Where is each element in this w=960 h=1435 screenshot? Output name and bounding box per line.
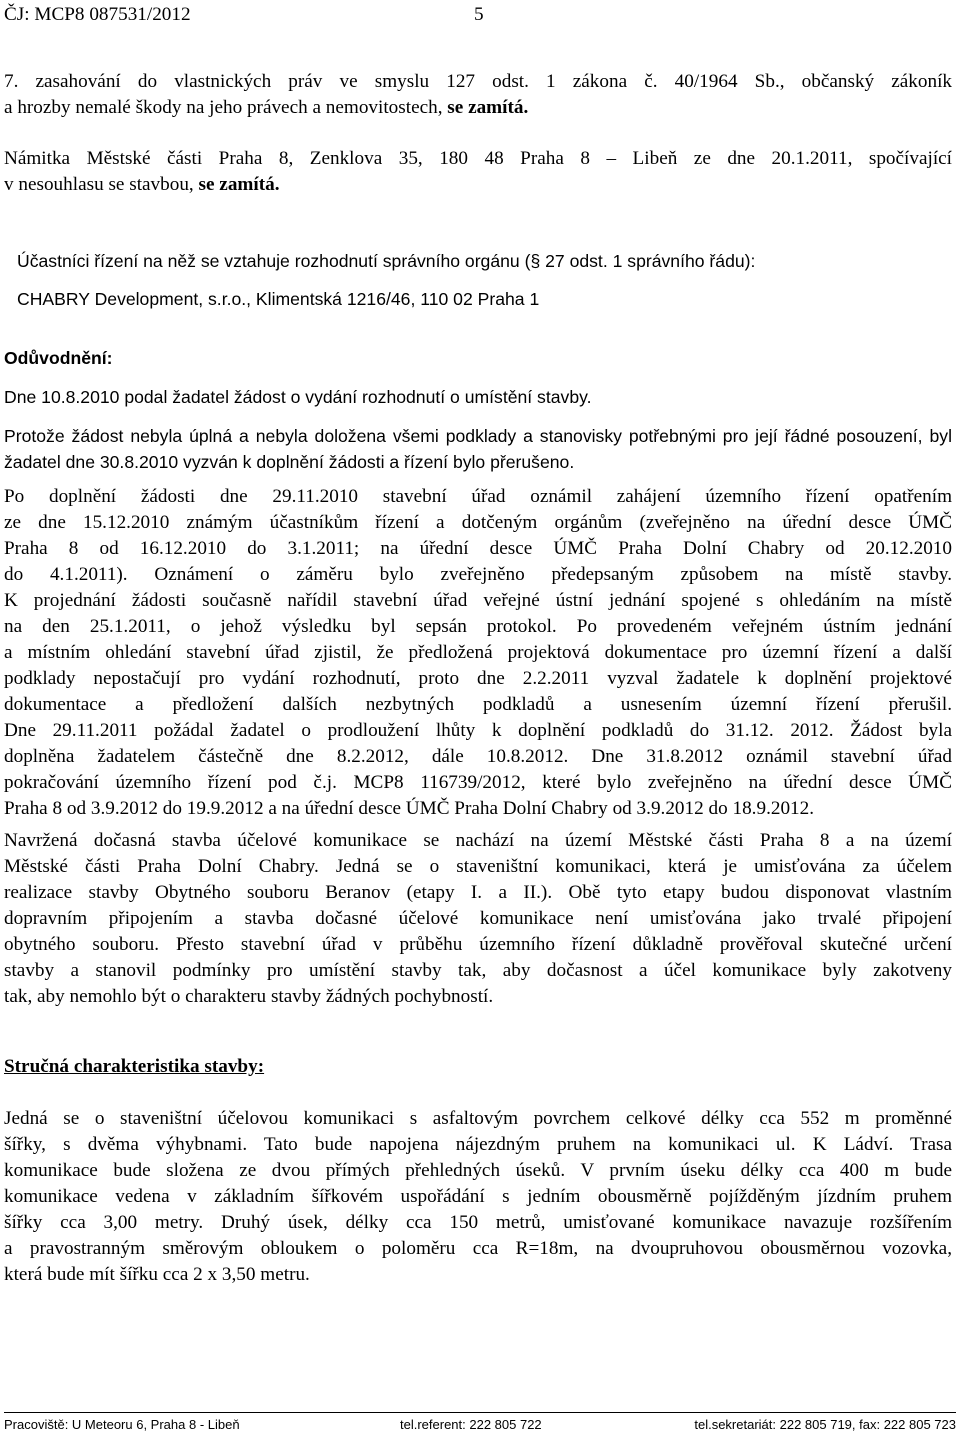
text-line: šířky, s dvěma výhybnami. Tato bude napojena nájezdným pruhem na komunikaci ul. K Ládví. Trasa bbox=[4, 1134, 952, 1155]
text-line: do 4.1.2011). Oznámení o záměru bylo zveřejněno předepsaným způsobem na místě stavby. bbox=[4, 564, 952, 585]
text-line: komunikace bude složena ze dvou přímých přehledných úseků. V prvním úseku délky cca 400 m bude bbox=[4, 1160, 952, 1181]
page-number: 5 bbox=[474, 4, 484, 25]
text-line: podklady nepostačují pro vydání rozhodnutí, proto dne 2.2.2011 vyzval žadatele k doplnění projektové bbox=[4, 668, 952, 689]
footer-divider bbox=[4, 1412, 956, 1413]
reasoning-paragraph-2: Protože žádost nebyla úplná a nebyla doložena všemi podklady a stanovisky potřebnými pro její řádné posouzení, byl žadatel dne 30.8.2010 vyzván k doplnění žádosti a řízení bylo přerušeno. bbox=[4, 426, 952, 472]
decision-item-7-text: a hrozby nemalé škody na jeho právech a nemovitostech, bbox=[4, 97, 448, 118]
decision-item-7-line: 7. zasahování do vlastnických práv ve smyslu 127 odst. 1 zákona č. 40/1964 Sb., občanský zákoník bbox=[4, 71, 952, 92]
text-line: ze dne 15.12.2010 známým účastníkům řízení a dotčeným orgánům (zveřejněno na úřední desce ÚMČ bbox=[4, 512, 952, 533]
text-line: Praha 8 od 16.12.2010 do 3.1.2011; na úřední desce ÚMČ Praha Dolní Chabry od 20.12.2010 bbox=[4, 538, 952, 559]
text-line: realizace stavby Obytného souboru Beranov (etapy I. a II.). Obě tyto etapy budou disponovat vlastním bbox=[4, 882, 952, 903]
text-line: Dne 29.11.2011 požádal žadatel o prodloužení lhůty k doplnění podkladů do 31.12. 2012. Žádost byla bbox=[4, 720, 952, 741]
text-line: obytného souboru. Přesto stavební úřad v průběhu územního řízení důkladně prověřoval skutečné určení bbox=[4, 934, 952, 955]
reasoning-paragraph-3 bbox=[4, 484, 952, 822]
text-line: pokračování územního řízení pod č.j. MCP8 116739/2012, které bylo zveřejněno na úřední desce ÚMČ bbox=[4, 772, 952, 793]
reasoning-paragraph-4 bbox=[4, 828, 952, 1010]
decision-item-7: 7. zasahování do vlastnických práv ve smyslu 127 odst. 1 zákona č. 40/1964 Sb., občanský zákoník a hrozby nemalé škody na jeho právech a nemovitostech, se zamítá. bbox=[4, 71, 952, 118]
participants-entity: CHABRY Development, s.r.o., Klimentská 1216/46, 110 02 Praha 1 bbox=[17, 289, 540, 309]
objection-text: v nesouhlasu se stavbou, bbox=[4, 174, 199, 195]
objection-paragraph: Námitka Městské části Praha 8, Zenklova 35, 180 48 Praha 8 – Libeň ze dne 20.1.2011, spočívající v nesouhlasu se stavbou, se zamítá. bbox=[4, 148, 952, 195]
objection-line: Námitka Městské části Praha 8, Zenklova 35, 180 48 Praha 8 – Libeň ze dne 20.1.2011, spočívající bbox=[4, 148, 952, 169]
text-line: Praha 8 od 3.9.2012 do 19.9.2012 a na úřední desce ÚMČ Praha Dolní Chabry od 3.9.2012 do 18.9.2012. bbox=[4, 798, 815, 819]
footer-secretariat-phone: tel.sekretariát: 222 805 719, fax: 222 805 723 bbox=[694, 1417, 956, 1432]
text-line: která bude mít šířku cca 2 x 3,50 metru. bbox=[4, 1264, 310, 1285]
text-line: komunikace vedena v základním šířkovém uspořádání s jedním obousměrně pojížděným jízdním pruhem bbox=[4, 1186, 952, 1207]
text-line: doplněna žadatelem částečně dne 8.2.2012, dále 10.8.2012. Dne 31.8.2012 oznámil stavební úřad bbox=[4, 746, 952, 767]
participants-intro: Účastníci řízení na něž se vztahuje rozhodnutí správního orgánu (§ 27 odst. 1 správního řádu): bbox=[17, 251, 756, 271]
text-line: dopravním připojením a stavba dočasné účelové komunikace není umisťována jako trvalé připojení bbox=[4, 908, 952, 929]
text-line: Městské části Praha Dolní Chabry. Jedná se o staveništní komunikaci, která je umisťována za účelem bbox=[4, 856, 952, 877]
characteristics-paragraph bbox=[4, 1106, 952, 1288]
characteristics-heading: Stručná charakteristika stavby: bbox=[4, 1056, 265, 1077]
footer-workplace: Pracoviště: U Meteoru 6, Praha 8 - Libeň bbox=[4, 1417, 240, 1432]
reference-number: ČJ: MCP8 087531/2012 bbox=[4, 4, 191, 25]
decision-verdict: se zamítá bbox=[447, 97, 524, 118]
text-line: Navržená dočasná stavba účelové komunikace se nachází na území Městské části Praha 8 a na území bbox=[4, 830, 952, 851]
text-line: Po doplnění žádosti dne 29.11.2010 stavební úřad oznámil zahájení územního řízení opatřením bbox=[4, 486, 952, 507]
text-line: stavby a stanovil podmínky pro umístění stavby tak, aby dočasnost a účel komunikace byly zakotveny bbox=[4, 960, 952, 981]
text-line: tak, aby nemohlo být o charakteru stavby žádných pochybností. bbox=[4, 986, 494, 1007]
reasoning-paragraph-1: Dne 10.8.2010 podal žadatel žádost o vydání rozhodnutí o umístění stavby. bbox=[4, 387, 592, 407]
text-line: a místním ohledání stavební úřad zjistil, že předložená projektová dokumentace pro územní řízení a další bbox=[4, 642, 952, 663]
footer-referent-phone: tel.referent: 222 805 722 bbox=[400, 1417, 542, 1432]
text-line: K projednání žádosti současně nařídil stavební úřad veřejné ústní jednání spojené s ohledáním na místě bbox=[4, 590, 952, 611]
text-line: na den 25.1.2011, o jehož výsledku byl sepsán protokol. Po provedeném veřejném ústním jednání bbox=[4, 616, 952, 637]
text-line: šířky cca 3,00 metry. Druhý úsek, délky cca 150 metrů, umisťované komunikace navazuje rozšířením bbox=[4, 1212, 952, 1233]
text-line: Jedná se o staveništní účelovou komunikaci s asfaltovým povrchem celkové délky cca 552 m proměnné bbox=[4, 1108, 952, 1129]
text-line: a pravostranným směrovým obloukem o poloměru cca R=18m, na dvoupruhovou obousměrnou vozovka, bbox=[4, 1238, 952, 1259]
objection-verdict: se zamítá bbox=[198, 174, 275, 195]
reasoning-heading: Odůvodnění: bbox=[4, 348, 113, 368]
text-line: dokumentace a předložení dalších nezbytných podkladů a usnesením územní řízení přerušil. bbox=[4, 694, 952, 715]
